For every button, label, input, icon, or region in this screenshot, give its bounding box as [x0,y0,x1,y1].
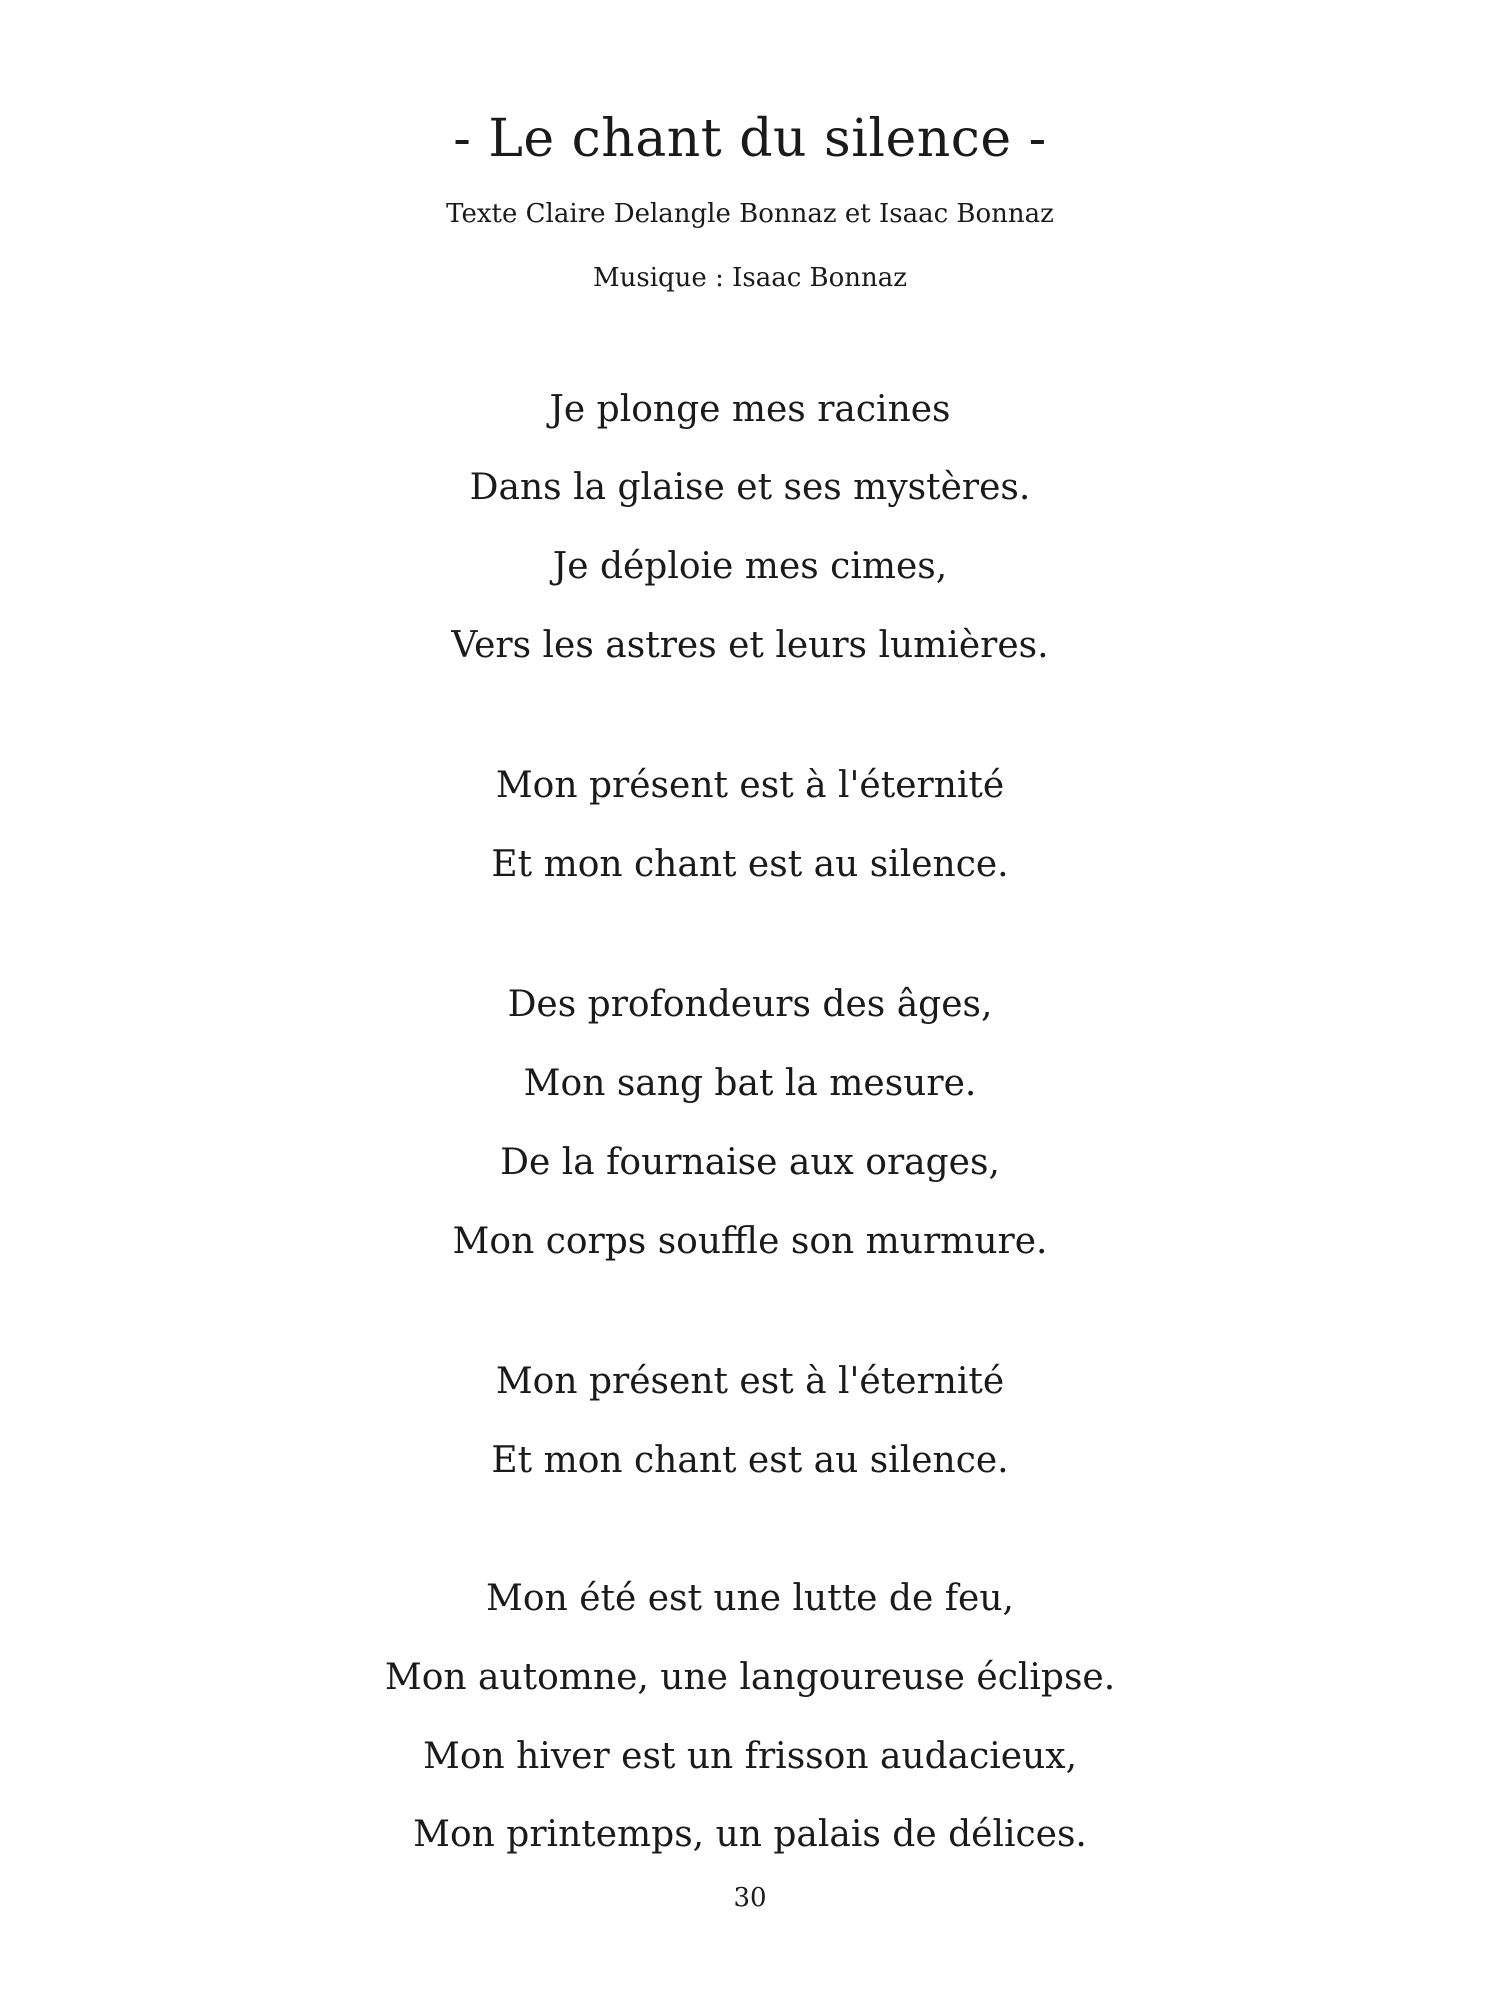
music-credit: Musique : Isaac Bonnaz [593,263,907,293]
verse-line: Vers les astres et leurs lumières. [451,625,1049,666]
page-title: - Le chant du silence - [453,109,1047,169]
verse-line: Je déploie mes cimes, [552,546,948,587]
verse-line: De la fournaise aux orages, [500,1142,1000,1183]
verse-line: Mon sang bat la mesure. [523,1063,977,1104]
page-number: 30 [733,1883,767,1913]
verse-line: Mon automne, une langoureuse éclipse. [384,1657,1116,1698]
verse-line: Des profondeurs des âges, [507,984,993,1025]
verse-line: Mon présent est à l'éternité [495,765,1005,806]
verse-line: Et mon chant est au silence. [491,844,1009,885]
verse-line: Mon été est une lutte de feu, [486,1578,1014,1619]
verse-line: Et mon chant est au silence. [491,1440,1009,1481]
verse-line: Je plonge mes racines [549,389,951,430]
verse-line: Mon hiver est un frisson audacieux, [422,1736,1078,1777]
verse-line: Dans la glaise et ses mystères. [469,467,1031,508]
verse-line: Mon printemps, un palais de délices. [413,1814,1087,1855]
verse-line: Mon présent est à l'éternité [495,1361,1005,1402]
verse-line: Mon corps souffle son murmure. [452,1221,1048,1262]
text-credit: Texte Claire Delangle Bonnaz et Isaac Bonnaz [446,199,1054,229]
